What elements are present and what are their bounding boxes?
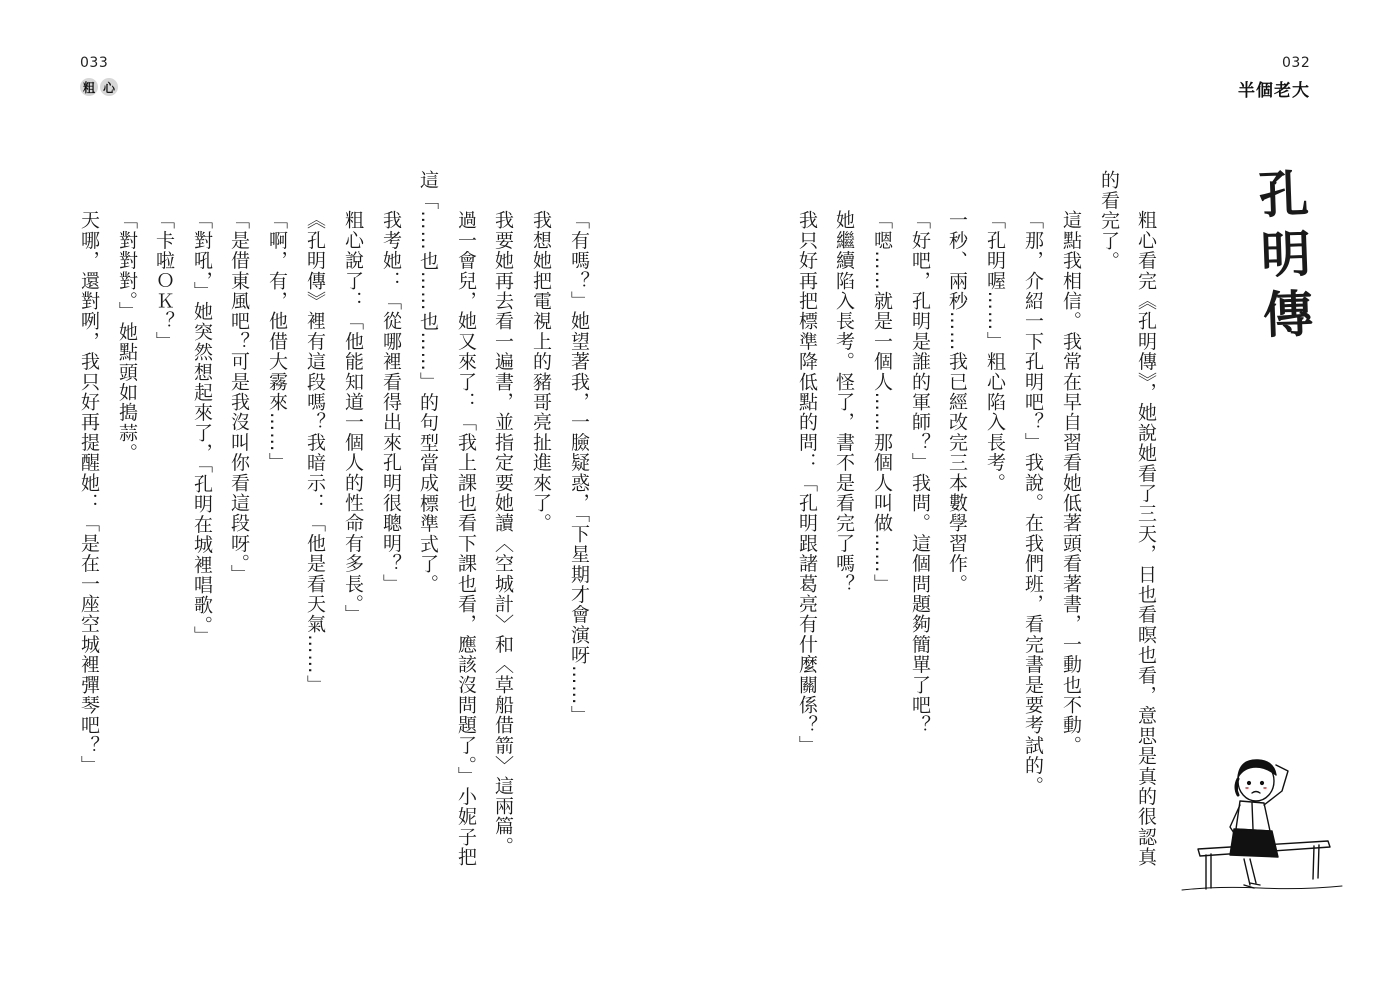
text-line: 這「……也……也……」的句型當成標準式了。 [417,170,439,595]
text-line: 天哪，還對咧，我只好再提醒她：「是在一座空城裡彈琴吧？」 [78,210,100,776]
text-line: 「那，介紹一下孔明吧？」我說。在我們班，看完書是要考試的。 [1022,210,1044,796]
text-line: 「嗯……就是一個人……那個人叫做……」 [871,210,893,594]
text-line: 「好吧，孔明是誰的軍師？」我問。這個問題夠簡單了吧？ [909,210,931,736]
running-header: 半個老大 [1238,81,1310,101]
text-line: 「啊，有，他借大霧來……」 [266,210,288,473]
text-line: 一秒、兩秒……我已經改完三本數學習作。 [946,210,968,594]
text-line: 「有嗎？」她望著我，一臉疑惑，「下星期才會演呀……」 [568,210,590,726]
girl-on-bench-illustration [1178,757,1346,897]
text-line: 「對吼，」她突然想起來了，「孔明在城裡唱歌。」 [191,210,213,647]
text-line: 這點我相信。我常在早自習看她低著頭看著書，一動也不動。 [1060,210,1082,756]
page-number: 033 [80,55,109,71]
chapter-title: 孔明傳 [1249,167,1316,349]
text-line: 我要她再去看一遍書，並指定要她讀〈空城計〉和〈草船借箭〉這兩篇。 [492,210,514,857]
text-line: 「卡啦ＯＫ？」 [153,210,175,352]
text-line: 我只好再把標準降低點的問：「孔明跟諸葛亮有什麼關係？」 [796,210,818,756]
text-line: 我想她把電視上的豬哥亮扯進來了。 [530,210,552,534]
text-line: 「孔明喔……」粗心陷入長考。 [984,210,1006,493]
text-line: 《孔明傳》裡有這段嗎？我暗示：「他是看天氣……」 [304,210,326,695]
text-line: 的看完了。 [1098,170,1120,271]
text-line: 「對對對。」她點頭如搗蒜。 [116,210,138,464]
text-line: 粗心看完《孔明傳》，她說她看了三天，日也看暝也看，意思是真的很認真 [1135,210,1157,868]
text-line: 我考她：「從哪裡看得出來孔明很聰明？」 [380,210,402,594]
text-line: 過一會兒，她又來了：「我上課也看下課也看，應該沒問題了。」小妮子把 [455,210,477,868]
page-number: 032 [1282,55,1311,71]
header-char: 心 [100,78,118,96]
text-line: 她繼續陷入長考。怪了，書不是看完了嗎？ [833,210,855,594]
text-line: 粗心說了：「他能知道一個人的性命有多長。」 [342,210,364,625]
header-char: 粗 [80,78,98,96]
text-line: 「是借東風吧？可是我沒叫你看這段呀。」 [228,210,250,585]
running-header [80,78,118,96]
